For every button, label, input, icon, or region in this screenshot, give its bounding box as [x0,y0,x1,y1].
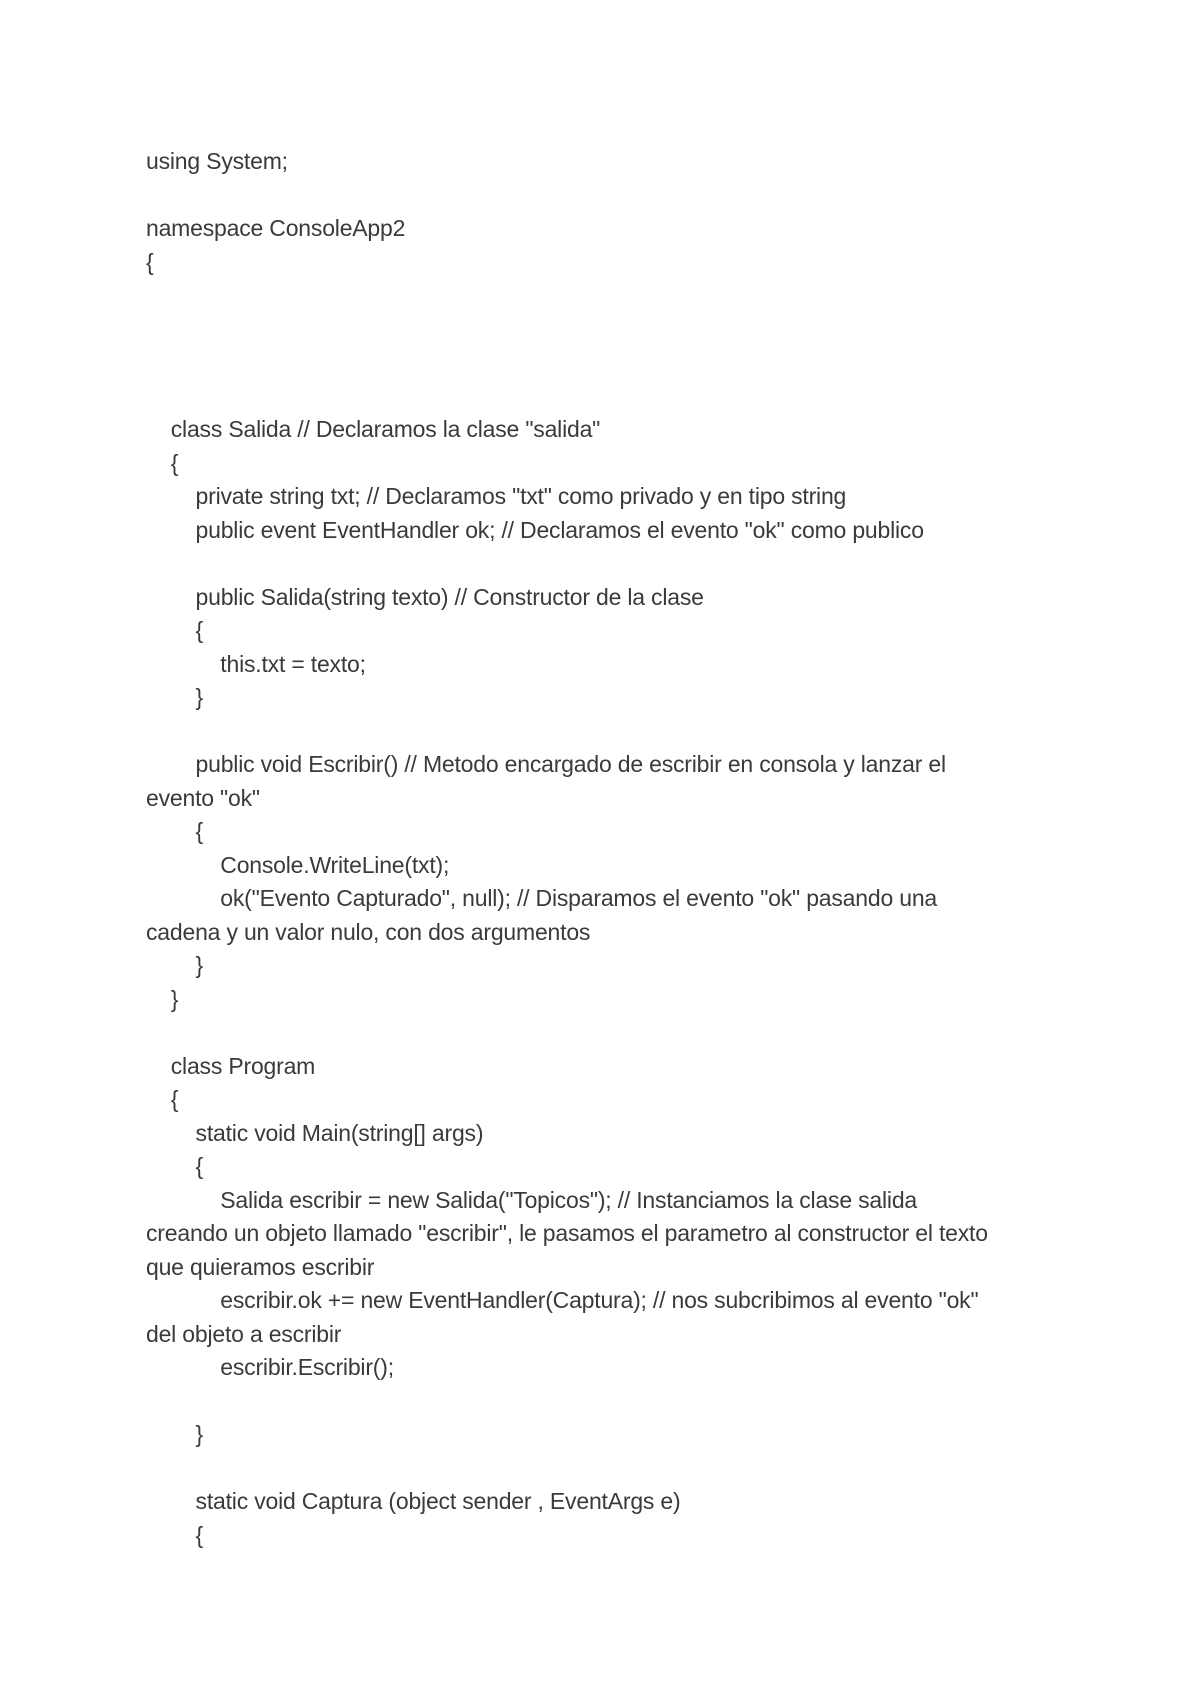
code-line: ok("Evento Capturado", null); // Disparamos el evento "ok" pasando una [146,885,938,911]
code-line [146,346,1076,380]
code-line: escribir.Escribir(); [146,1354,394,1380]
code-line [146,1016,1076,1050]
code-line: { [146,449,179,476]
code-line: { [146,1086,179,1112]
code-line: evento "ok" [146,784,260,811]
code-line: public void Escribir() // Metodo encargado de escribir en consola y lanzar el [146,751,946,777]
code-line: escribir.ok += new EventHandler(Captura); // nos subcribimos al evento "ok" [146,1287,979,1313]
code-line: class Program [146,1052,316,1079]
code-line [146,279,1076,313]
code-line: { [146,818,204,844]
code-line: del objeto a escribir [146,1320,342,1347]
code-line: { [146,1521,204,1548]
code-line [146,547,1076,581]
code-line: namespace ConsoleApp2 [146,215,406,241]
code-line: { [146,248,154,275]
code-line: { [146,1153,204,1179]
code-line: public Salida(string texto) // Constructor de la clase [146,583,704,610]
code-line: private string txt; // Declaramos "txt" como privado y en tipo string [146,483,847,509]
code-line: static void Captura (object sender , EventArgs e) [146,1488,681,1514]
code-line: } [146,1421,204,1447]
code-line: public event EventHandler ok; // Declaramos el evento "ok" como publico [146,516,924,543]
code-line: using System; [146,148,288,174]
code-line: { [146,617,204,643]
code-line: que quieramos escribir [146,1253,375,1280]
code-line: static void Main(string[] args) [146,1119,484,1146]
code-line [146,313,1076,347]
code-line: Salida escribir = new Salida("Topicos"); // Instanciamos la clase salida [146,1186,918,1213]
code-line [146,179,1076,213]
code-line: cadena y un valor nulo, con dos argumentos [146,918,591,945]
code-line: } [146,985,179,1012]
code-listing [146,145,1076,1552]
code-line: this.txt = texto; [146,650,366,677]
code-line: Console.WriteLine(txt); [146,851,450,878]
code-line [146,380,1076,414]
code-line [146,1452,1076,1486]
code-line: creando un objeto llamado "escribir", le pasamos el parametro al constructor el texto [146,1220,988,1246]
code-line [146,715,1076,749]
code-line: } [146,952,204,978]
code-line: class Salida // Declaramos la clase "salida" [146,416,601,442]
code-line: } [146,684,204,710]
code-line [146,1385,1076,1419]
